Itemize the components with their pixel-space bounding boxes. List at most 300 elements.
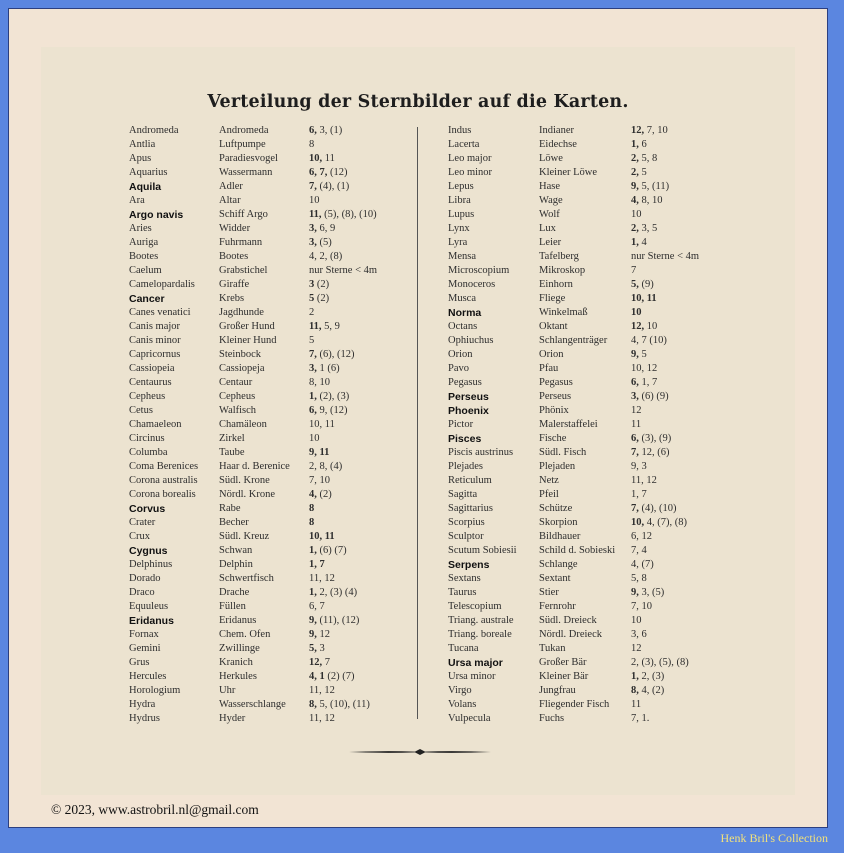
primary-card: 3, (309, 237, 317, 248)
latin-name: Capricornus (129, 349, 181, 360)
secondary-cards: 5, (11) (638, 181, 670, 192)
primary-card: 6, (309, 125, 317, 136)
card-numbers (631, 643, 642, 654)
german-name: Wassermann (219, 167, 273, 178)
primary-card: 5, (309, 643, 317, 654)
secondary-cards: 10 (644, 321, 658, 332)
german-name: Adler (219, 181, 243, 192)
secondary-cards: 3 (316, 643, 325, 654)
secondary-cards: (11), (12) (316, 615, 360, 626)
latin-name: Fornax (129, 629, 159, 640)
german-name: Centaur (219, 377, 253, 388)
german-name: Phönix (539, 405, 569, 416)
card-numbers (631, 167, 647, 178)
german-name: Tafelberg (539, 251, 579, 262)
latin-name: Tucana (448, 643, 479, 654)
latin-name: Equuleus (129, 601, 169, 612)
card-numbers (309, 335, 314, 346)
german-name: Wage (539, 195, 563, 206)
german-name: Malerstaffelei (539, 419, 598, 430)
german-name: Nördl. Krone (219, 489, 275, 500)
latin-name: Microscopium (448, 265, 510, 276)
secondary-cards: 4, (2) (638, 685, 665, 696)
card-numbers (631, 685, 664, 696)
latin-name: Orion (448, 349, 473, 360)
secondary-cards: 5 (638, 349, 647, 360)
card-numbers (309, 419, 335, 430)
latin-name: Sextans (448, 573, 481, 584)
card-numbers (631, 321, 657, 332)
latin-name: Scutum Sobiesii (448, 545, 517, 556)
card-numbers (631, 657, 689, 668)
secondary-cards: 11 (631, 699, 642, 710)
collection-credit: Henk Bril's Collection (720, 831, 828, 845)
secondary-cards: 7, 10 (631, 601, 652, 612)
german-name: Orion (539, 349, 564, 360)
latin-name: Serpens (448, 559, 490, 571)
german-name: Delphin (219, 559, 253, 570)
secondary-cards: 10 (309, 195, 320, 206)
primary-card: 10, (309, 153, 323, 164)
card-numbers (309, 545, 347, 556)
latin-name: Sagitta (448, 489, 478, 500)
latin-name: Lupus (448, 209, 475, 220)
primary-card: 3 (309, 279, 315, 290)
secondary-cards: 7 (322, 657, 330, 668)
card-numbers (631, 447, 670, 458)
primary-card: 11, (309, 321, 322, 332)
card-numbers (631, 349, 647, 360)
secondary-cards: 6 (638, 139, 647, 150)
latin-name: Sagittarius (448, 503, 493, 514)
secondary-cards: 7, 10 (309, 475, 330, 486)
secondary-cards: 7, 4 (631, 545, 647, 556)
card-numbers (309, 223, 335, 234)
card-numbers (309, 489, 332, 500)
card-numbers (631, 419, 641, 430)
primary-card: 8, (309, 699, 317, 710)
german-name: Fische (539, 433, 567, 444)
card-numbers (631, 307, 642, 318)
card-numbers (309, 671, 355, 682)
secondary-cards: nur Sterne < 4m (309, 265, 378, 276)
german-name: Andromeda (219, 125, 269, 136)
card-numbers (631, 615, 642, 626)
primary-card: 4, 1 (309, 671, 325, 682)
card-numbers (309, 587, 357, 598)
german-name: Schild d. Sobieski (539, 545, 616, 556)
german-name: Schlange (539, 559, 578, 570)
primary-card: 11, (309, 209, 322, 220)
secondary-cards: 12 (631, 643, 642, 654)
german-name: Südl. Fisch (539, 447, 587, 458)
latin-name: Ursa major (448, 657, 503, 669)
latin-name: Lepus (448, 181, 474, 192)
german-name: Fuchs (539, 713, 565, 724)
primary-card: 5, (631, 279, 639, 290)
secondary-cards: 8, 10 (309, 377, 330, 388)
german-name: Nördl. Dreieck (539, 629, 602, 640)
card-numbers (631, 405, 642, 416)
german-name: Oktant (539, 321, 568, 332)
primary-card: 1, (309, 391, 317, 402)
primary-card: 6, 7, (309, 167, 328, 178)
latin-name: Camelopardalis (129, 279, 195, 290)
latin-name: Eridanus (129, 615, 174, 627)
card-numbers (309, 377, 330, 388)
latin-name: Ophiuchus (448, 335, 494, 346)
german-name: Wolf (539, 209, 560, 220)
secondary-cards: 4, (7), (8) (644, 517, 687, 528)
german-name: Fuhrmann (219, 237, 263, 248)
german-name: Fliegender Fisch (539, 699, 610, 710)
secondary-cards: 11, 12 (309, 685, 335, 696)
latin-name: Cetus (129, 405, 153, 416)
latin-name: Octans (448, 321, 478, 332)
primary-card: 10, 11 (631, 293, 657, 304)
german-name: Wasserschlange (219, 699, 286, 710)
primary-card: 12, (631, 125, 645, 136)
german-name: Chem. Ofen (219, 629, 271, 640)
latin-name: Corona borealis (129, 489, 196, 500)
secondary-cards: 12 (631, 405, 642, 416)
secondary-cards: 2, (3) (4) (316, 587, 358, 598)
secondary-cards: 1 (6) (316, 363, 340, 374)
card-numbers (309, 321, 340, 332)
german-name: Großer Bär (539, 657, 587, 668)
latin-name: Coma Berenices (129, 461, 199, 472)
card-numbers (309, 209, 377, 220)
secondary-cards: 8, 10 (638, 195, 663, 206)
latin-name: Aquila (129, 181, 162, 193)
secondary-cards: 7, 10 (644, 125, 668, 136)
latin-name: Bootes (129, 251, 159, 262)
secondary-cards: 4 (638, 237, 647, 248)
secondary-cards: 6, 7 (309, 601, 325, 612)
card-numbers (309, 125, 342, 136)
german-name: Becher (219, 517, 249, 528)
primary-card: 4, (309, 489, 317, 500)
german-name: Netz (539, 475, 559, 486)
latin-name: Cassiopeia (129, 363, 175, 374)
secondary-cards: 12 (316, 629, 330, 640)
latin-name: Hydra (129, 699, 156, 710)
card-numbers (631, 475, 657, 486)
card-numbers (631, 237, 647, 248)
primary-card: 9, (309, 615, 317, 626)
german-name: Schwertfisch (219, 573, 274, 584)
latin-name: Pegasus (448, 377, 482, 388)
german-name: Tukan (539, 643, 566, 654)
secondary-cards: 10 (309, 433, 320, 444)
secondary-cards: 4, (7) (631, 559, 654, 570)
german-name: Drache (219, 587, 250, 598)
secondary-cards: (2) (314, 279, 330, 290)
card-numbers (309, 503, 314, 514)
card-numbers (309, 629, 330, 640)
card-numbers (631, 153, 657, 164)
card-numbers (309, 517, 314, 528)
secondary-cards: 6, 9 (316, 223, 336, 234)
german-name: Eidechse (539, 139, 577, 150)
german-name: Uhr (219, 685, 236, 696)
german-name: Jungfrau (539, 685, 576, 696)
secondary-cards: 5, 8 (638, 153, 658, 164)
latin-name: Virgo (448, 685, 472, 696)
latin-name: Crux (129, 531, 150, 542)
latin-name: Hercules (129, 671, 167, 682)
german-name: Fernrohr (539, 601, 576, 612)
latin-name: Lyra (448, 237, 468, 248)
german-name: Bootes (219, 251, 249, 262)
german-name: Indianer (539, 125, 574, 136)
primary-card: 1, (309, 545, 317, 556)
card-numbers (309, 391, 349, 402)
primary-card: 7, (309, 349, 317, 360)
german-name: Pegasus (539, 377, 573, 388)
latin-name: Crater (129, 517, 156, 528)
german-name: Schütze (539, 503, 573, 514)
latin-name: Andromeda (129, 125, 179, 136)
card-numbers (631, 517, 687, 528)
secondary-cards: 11, 12 (309, 713, 335, 724)
latin-name: Triang. boreale (448, 629, 512, 640)
card-numbers (309, 685, 335, 696)
latin-name: Sculptor (448, 531, 484, 542)
german-name: Pfau (539, 363, 559, 374)
secondary-cards: (5) (316, 237, 332, 248)
latin-name: Dorado (129, 573, 161, 584)
german-name: Zirkel (219, 433, 245, 444)
secondary-cards: 11, 12 (309, 573, 335, 584)
german-name: Chamäleon (219, 419, 267, 430)
primary-card: 6, (631, 433, 639, 444)
secondary-cards: 10 (631, 615, 642, 626)
secondary-cards: (4), (10) (638, 503, 677, 514)
german-name: Löwe (539, 153, 563, 164)
latin-name: Caelum (129, 265, 162, 276)
card-numbers (631, 531, 652, 542)
primary-card: 6, (631, 377, 639, 388)
card-numbers (631, 293, 657, 304)
secondary-cards: 5 (309, 335, 315, 346)
secondary-cards: nur Sterne < 4m (631, 251, 700, 262)
latin-name: Taurus (448, 587, 477, 598)
german-name: Eridanus (219, 615, 257, 626)
german-name: Lux (539, 223, 556, 234)
secondary-cards: (4), (1) (316, 181, 350, 192)
card-numbers (631, 601, 652, 612)
secondary-cards: (2) (314, 293, 330, 304)
primary-card: 2, (631, 167, 639, 178)
latin-name: Centaurus (129, 377, 172, 388)
card-numbers (309, 559, 325, 570)
german-name: Perseus (539, 391, 572, 402)
latin-name: Cancer (129, 293, 165, 305)
german-name: Schwan (219, 545, 253, 556)
primary-card: 9, 11 (309, 447, 330, 458)
primary-card: 5 (309, 293, 315, 304)
german-name: Einhorn (539, 279, 573, 290)
card-numbers (309, 643, 325, 654)
latin-name: Chamaeleon (129, 419, 182, 430)
secondary-cards: 7, 1. (631, 713, 650, 724)
primary-card: 7, (631, 447, 639, 458)
latin-name: Ara (129, 195, 145, 206)
german-name: Bildhauer (539, 531, 581, 542)
primary-card: 8, (631, 685, 639, 696)
primary-card: 3, (309, 363, 317, 374)
latin-name: Cepheus (129, 391, 166, 402)
latin-name: Mensa (448, 251, 476, 262)
german-name: Großer Hund (219, 321, 275, 332)
german-name: Kleiner Hund (219, 335, 277, 346)
secondary-cards: 5, (10), (11) (316, 699, 370, 710)
german-name: Skorpion (539, 517, 578, 528)
secondary-cards: 2, (3) (638, 671, 665, 682)
primary-card: 10, (631, 517, 645, 528)
german-name: Südl. Krone (219, 475, 270, 486)
secondary-cards: (6), (12) (316, 349, 355, 360)
latin-name: Libra (448, 195, 471, 206)
card-numbers (309, 699, 370, 710)
german-name: Herkules (219, 671, 257, 682)
primary-card: 2, (631, 223, 639, 234)
primary-card: 9, (309, 629, 317, 640)
primary-card: 12, (631, 321, 645, 332)
latin-name: Indus (448, 125, 472, 136)
german-name: Winkelmaß (539, 307, 588, 318)
card-numbers (309, 237, 332, 248)
card-numbers (631, 335, 667, 346)
card-numbers (309, 531, 335, 542)
secondary-cards: 5 (638, 167, 647, 178)
secondary-cards: 3, 5 (638, 223, 658, 234)
latin-name: Corvus (129, 503, 166, 515)
primary-card: 10 (631, 307, 642, 318)
card-numbers (631, 391, 669, 402)
card-numbers (309, 153, 335, 164)
german-name: Walfisch (219, 405, 257, 416)
german-name: Haar d. Berenice (219, 461, 290, 472)
card-numbers (631, 503, 677, 514)
german-name: Giraffe (219, 279, 250, 290)
secondary-cards: (2), (3) (316, 391, 350, 402)
card-numbers (309, 279, 329, 290)
primary-card: 9, (631, 587, 639, 598)
secondary-cards: (3), (9) (638, 433, 672, 444)
german-name: Zwillinge (219, 643, 260, 654)
german-name: Paradiesvogel (219, 153, 278, 164)
latin-name: Monoceros (448, 279, 496, 290)
card-numbers (631, 251, 699, 262)
primary-card: 2, (631, 153, 639, 164)
latin-name: Reticulum (448, 475, 492, 486)
card-numbers (631, 699, 641, 710)
latin-name: Apus (129, 153, 152, 164)
ornament-divider (349, 747, 491, 757)
primary-card: 10, 11 (309, 531, 335, 542)
primary-card: 1, (309, 587, 317, 598)
secondary-cards: (2) (7) (324, 671, 355, 682)
german-name: Rabe (219, 503, 241, 514)
german-name: Steinbock (219, 349, 261, 360)
latin-name: Piscis austrinus (448, 447, 514, 458)
secondary-cards: (12) (327, 167, 348, 178)
scanned-page (41, 47, 795, 795)
latin-name: Columba (129, 447, 168, 458)
latin-name: Phoenix (448, 405, 489, 417)
secondary-cards: 11, 12 (631, 475, 657, 486)
secondary-cards: 10 (631, 209, 642, 220)
latin-name: Circinus (129, 433, 165, 444)
card-numbers (309, 265, 377, 276)
latin-name: Pictor (448, 419, 474, 430)
latin-name: Telescopium (448, 601, 502, 612)
primary-card: 9, (631, 349, 639, 360)
card-numbers (309, 433, 320, 444)
latin-name: Cygnus (129, 545, 168, 557)
secondary-cards: 5, 8 (631, 573, 647, 584)
german-name: Mikroskop (539, 265, 586, 276)
card-numbers (631, 573, 647, 584)
primary-card: 6, (309, 405, 317, 416)
secondary-cards: 7 (631, 265, 637, 276)
secondary-cards: 3, 6 (631, 629, 647, 640)
card-numbers (309, 195, 320, 206)
german-name: Pfeil (539, 489, 559, 500)
primary-card: 1, (631, 237, 639, 248)
copyright-text: © 2023, www.astrobril.nl@gmail.com (51, 802, 259, 817)
card-numbers (631, 545, 647, 556)
primary-card: 3, (631, 391, 639, 402)
german-name: Taube (219, 447, 245, 458)
card-numbers (309, 601, 325, 612)
latin-name: Canes venatici (129, 307, 191, 318)
primary-card: 1, 7 (309, 559, 325, 570)
secondary-cards: (6) (7) (316, 545, 347, 556)
latin-name: Vulpecula (448, 713, 491, 724)
secondary-cards: 2 (309, 307, 315, 318)
latin-name: Antlia (129, 139, 156, 150)
german-name: Leier (539, 237, 562, 248)
secondary-cards: (9) (638, 279, 654, 290)
primary-card: 7, (309, 181, 317, 192)
card-numbers (631, 363, 657, 374)
secondary-cards: 4, 2, (8) (309, 251, 343, 262)
latin-name: Pavo (448, 363, 469, 374)
latin-name: Lynx (448, 223, 470, 234)
latin-name: Perseus (448, 391, 489, 403)
card-numbers (631, 223, 657, 234)
primary-card: 3, (309, 223, 317, 234)
card-numbers (631, 195, 663, 206)
german-name: Südl. Kreuz (219, 531, 270, 542)
card-numbers (631, 629, 647, 640)
card-numbers (309, 181, 349, 192)
secondary-cards: 6, 12 (631, 531, 652, 542)
secondary-cards: 9, (12) (316, 405, 348, 416)
latin-name: Leo minor (448, 167, 493, 178)
card-numbers (631, 209, 642, 220)
card-numbers (309, 461, 342, 472)
latin-name: Scorpius (448, 517, 485, 528)
card-numbers (309, 139, 314, 150)
secondary-cards: 10, 12 (631, 363, 658, 374)
card-numbers (631, 377, 657, 388)
latin-name: Aries (129, 223, 152, 234)
german-name: Sextant (539, 573, 571, 584)
